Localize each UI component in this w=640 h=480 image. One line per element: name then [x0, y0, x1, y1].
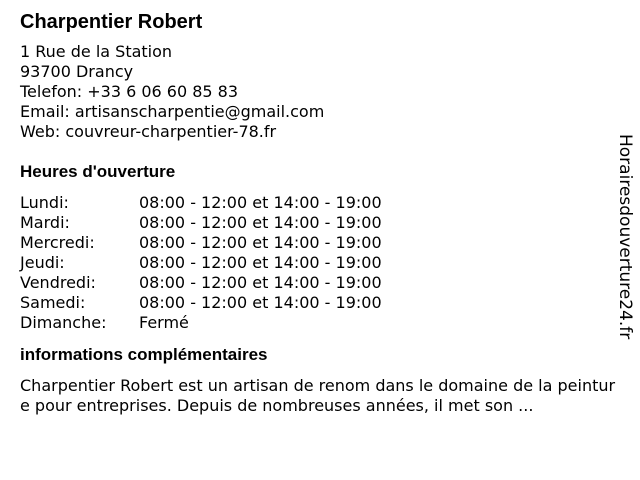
hours-day: Samedi:: [20, 293, 86, 312]
business-name: Charpentier Robert: [20, 11, 203, 33]
hours-day: Dimanche:: [20, 313, 107, 332]
hours-time: 08:00 - 12:00 et 14:00 - 19:00: [139, 273, 382, 292]
hours-day: Mercredi:: [20, 233, 95, 252]
site-watermark: Horairesdouverture24.fr: [615, 134, 635, 340]
web-line: Web: couvreur-charpentier-78.fr: [20, 122, 277, 141]
hours-row-mercredi: [20, 233, 620, 253]
hours-time: 08:00 - 12:00 et 14:00 - 19:00: [139, 233, 382, 252]
hours-row-vendredi: [20, 273, 620, 293]
email-line: Email: artisanscharpentie@gmail.com: [20, 102, 325, 121]
business-card: [20, 10, 620, 416]
business-description: Charpentier Robert est un artisan de renom dans le domaine de la peinture pour entreprises. Depuis de nombreuses années, il met son ...: [20, 376, 616, 415]
hours-time: 08:00 - 12:00 et 14:00 - 19:00: [139, 293, 382, 312]
hours-time: 08:00 - 12:00 et 14:00 - 19:00: [139, 253, 382, 272]
hours-time: 08:00 - 12:00 et 14:00 - 19:00: [139, 213, 382, 232]
contact-block: [20, 42, 620, 142]
hours-day: Mardi:: [20, 213, 70, 232]
hours-row-samedi: [20, 293, 620, 313]
hours-time: Fermé: [139, 313, 189, 332]
hours-row-jeudi: [20, 253, 620, 273]
hours-day: Lundi:: [20, 193, 69, 212]
hours-row-dimanche: [20, 313, 620, 333]
phone-line: Telefon: +33 6 06 60 85 83: [20, 82, 239, 101]
hours-day: Vendredi:: [20, 273, 96, 292]
hours-row-lundi: [20, 193, 620, 213]
hours-time: 08:00 - 12:00 et 14:00 - 19:00: [139, 193, 382, 212]
hours-row-mardi: [20, 213, 620, 233]
hours-heading: Heures d'ouverture: [20, 162, 176, 181]
address-street: 1 Rue de la Station: [20, 42, 173, 61]
hours-day: Jeudi:: [20, 253, 65, 272]
hours-table: [20, 193, 620, 333]
address-city: 93700 Drancy: [20, 62, 134, 81]
info-heading: informations complémentaires: [20, 345, 268, 364]
